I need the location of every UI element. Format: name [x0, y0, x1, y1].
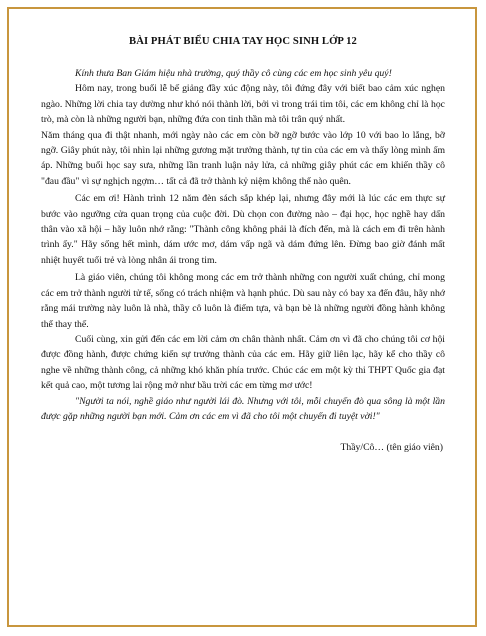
greeting: Kính thưa Ban Giám hiệu nhà trường, quý thầy cô cùng các em học sinh yêu quý!: [75, 68, 392, 79]
document-title: BÀI PHÁT BIỂU CHIA TAY HỌC SINH LỚP 12: [129, 36, 357, 47]
paragraph-2: Năm tháng qua đi thật nhanh, mới ngày nào các em còn bỡ ngỡ bước vào lớp 10 với bao lo lắng, bỡ ngỡ. Giây phút này, tôi nhìn lại những gương mặt trưởng thành, tự tin của các em và thấy lòng mình ấm áp. Những buổi học say sưa, những lần tranh luận nảy lửa, cả những giây phút các em khiến thầy cô "đau đầu" vì sự nghịch ngợm… tất cả đã trở thành kỷ niệm không thể nào quên.: [41, 129, 445, 187]
closing-quote: "Người ta nói, nghề giáo như người lái đò. Nhưng với tôi, mỗi chuyến đò qua sông là một lần được gặp những người bạn mới. Cảm ơn các em vì đã cho tôi một chuyến đi tuyệt vời!": [41, 395, 445, 422]
document-page: [41, 36, 445, 456]
paragraph-1: Hôm nay, trong buổi lễ bế giảng đầy xúc động này, tôi đứng đây với biết bao cảm xúc nghẹn ngào. Những lời chia tay dường như khó nói thành lời, bởi vì trong trái tim tôi, các em không chỉ là học trò, mà còn là những người bạn, những đứa con tinh thần mà tôi trân quý nhất.: [41, 83, 445, 126]
signature: Thầy/Cô… (tên giáo viên): [340, 442, 443, 454]
paragraph-4: Là giáo viên, chúng tôi không mong các em trở thành những con người xuất chúng, chỉ mong các em trở thành người tử tế, sống có trách nhiệm và hạnh phúc. Dù sau này có bay xa đến đâu, hãy nhớ rằng mái trường này luôn là nhà, thầy cô luôn là điểm tựa, và bạn bè là những người đồng hành không thể thay thế.: [41, 272, 445, 330]
paragraph-3: Các em ơi! Hành trình 12 năm đèn sách sắp khép lại, nhưng đây mới là lúc các em thực sự bước vào ngưỡng cửa quan trọng của cuộc đời. Dù chọn con đường nào – đại học, học nghề hay dấn thân vào xã hội – hãy luôn nhớ rằng: "Thành công không phải là đích đến, mà là cách em đi trên hành trình ấy." Hãy sống hết mình, dám ước mơ, dám vấp ngã và dám đứng lên. Đừng bao giờ đánh mất nhiệt huyết tuổi trẻ và lòng nhân ái trong tim.: [41, 193, 445, 266]
paragraph-5: Cuối cùng, xin gửi đến các em lời cảm ơn chân thành nhất. Cảm ơn vì đã cho chúng tôi cơ hội được đồng hành, được chứng kiến sự trưởng thành của các em. Hãy giữ liên lạc, hãy kể cho thầy cô nghe về những thành công, cả những khó khăn phía trước. Chúc các em một kỳ thi THPT Quốc gia đạt kết quả cao, một tương lai rộng mở như bầu trời các em từng mơ ước!: [41, 333, 445, 392]
